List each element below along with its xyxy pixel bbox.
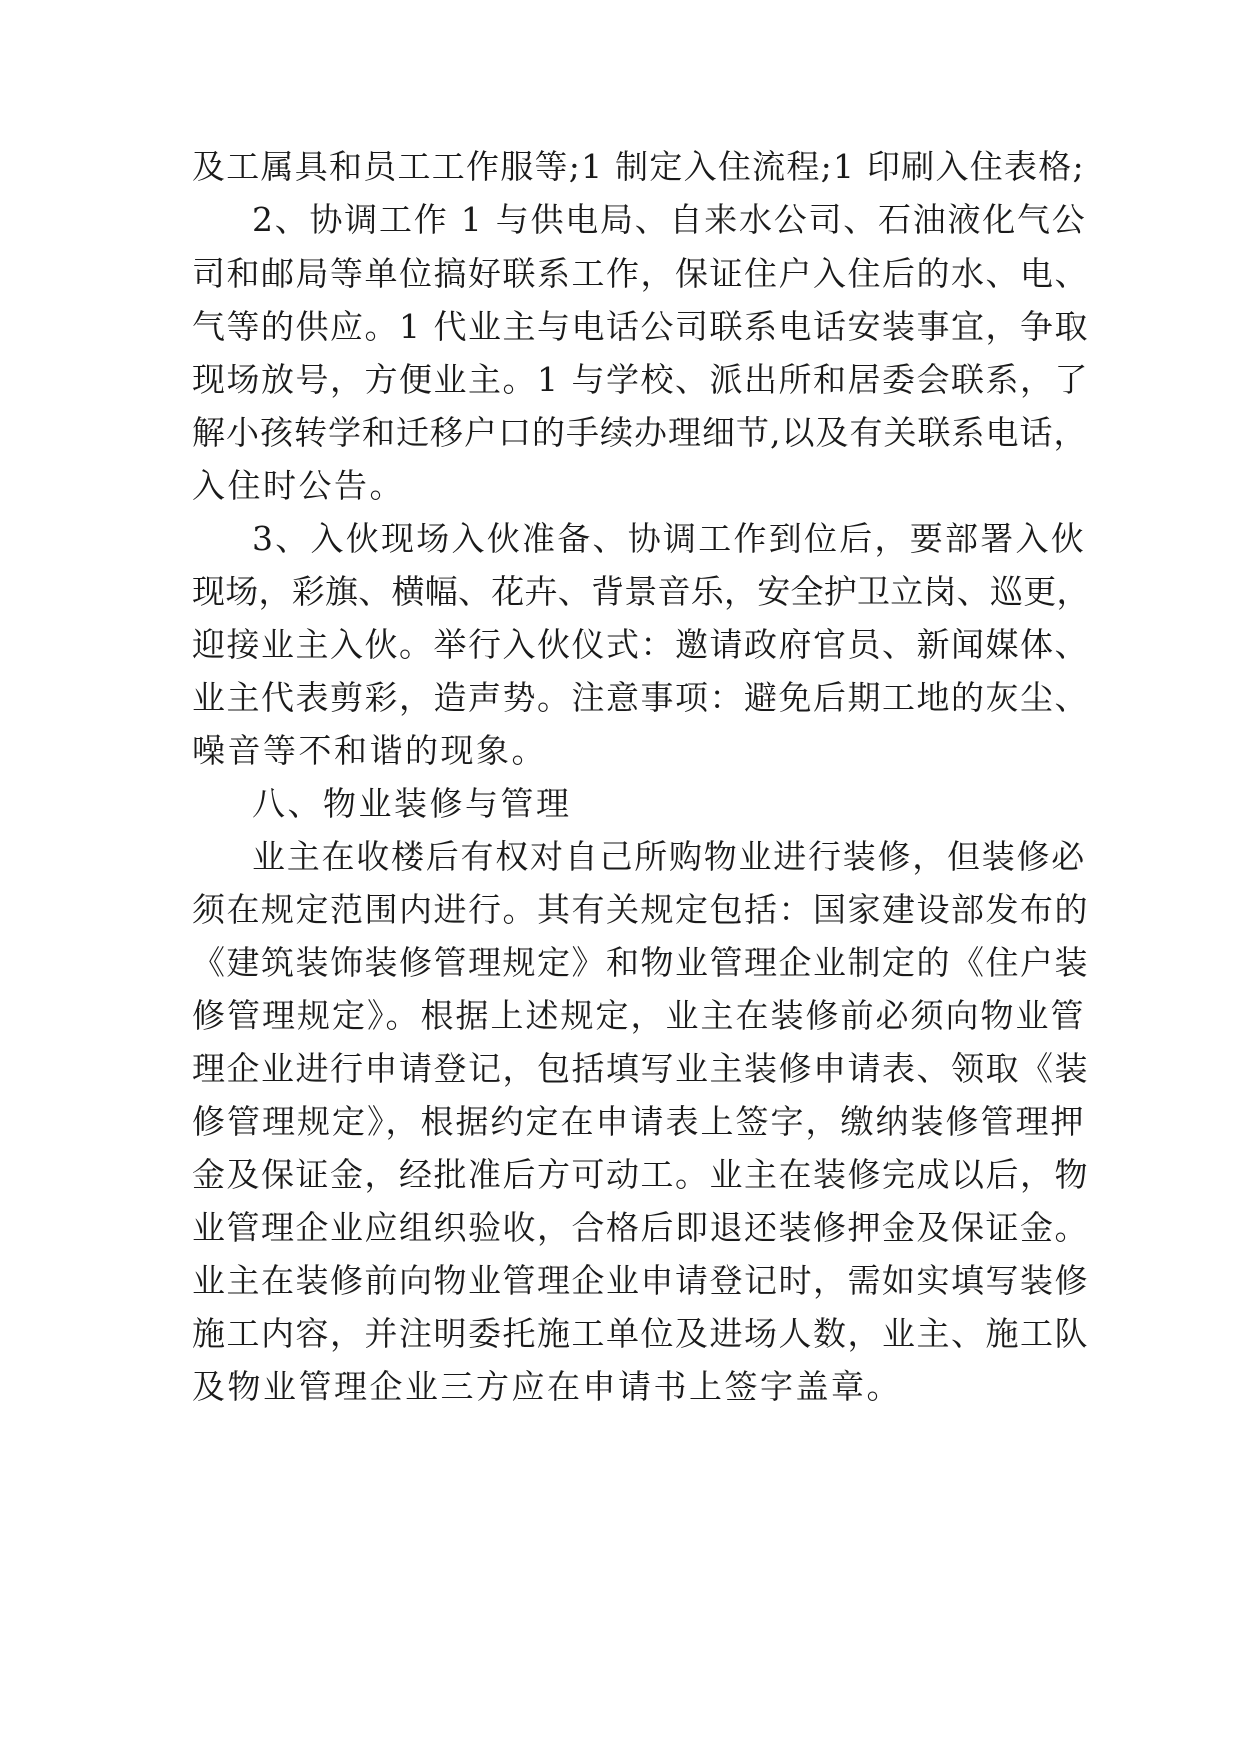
text-line: 现场，彩旗、横幅、花卉、背景音乐，安全护卫立岗、巡更， (192, 572, 1090, 611)
text-line: 理企业进行申请登记，包括填写业主装修申请表、领取《装 (192, 1049, 1089, 1088)
section-heading: 八、物业装修与管理 (252, 784, 572, 823)
paragraph-start-line: 2、协调工作 1 与供电局、自来水公司、石油液化气公 (252, 200, 1087, 239)
text-line: 入住时公告。 (192, 466, 405, 505)
text-line: 须在规定范围内进行。其有关规定包括：国家建设部发布的 (192, 890, 1089, 929)
text-line: 施工内容，并注明委托施工单位及进场人数，业主、施工队 (192, 1314, 1089, 1353)
text-line: 迎接业主入伙。举行入伙仪式：邀请政府官员、新闻媒体、 (192, 625, 1089, 664)
paragraph-start-line: 业主在收楼后有权对自己所购物业进行装修，但装修必 (252, 837, 1086, 876)
text-line: 业主代表剪彩，造声势。注意事项：避免后期工地的灰尘、 (192, 678, 1089, 717)
text-line: 解小孩转学和迁移户口的手续办理细节,以及有关联系电话， (192, 413, 1088, 452)
text-line: 司和邮局等单位搞好联系工作，保证住户入住后的水、电、 (192, 254, 1089, 293)
text-line: 及工属具和员工工作服等;1 制定入住流程;1 印刷入住表格; (192, 147, 1085, 186)
text-line: 业管理企业应组织验收，合格后即退还装修押金及保证金。 (192, 1208, 1089, 1247)
text-line: 《建筑装饰装修管理规定》和物业管理企业制定的《住户装 (192, 943, 1089, 982)
text-line: 业主在装修前向物业管理企业申请登记时，需如实填写装修 (192, 1261, 1089, 1300)
text-line: 修管理规定》。根据上述规定，业主在装修前必须向物业管 (192, 996, 1086, 1035)
text-line: 现场放号，方便业主。1 与学校、派出所和居委会联系，了 (192, 360, 1089, 399)
text-line: 及物业管理企业三方应在申请书上签字盖章。 (192, 1367, 902, 1406)
text-line: 修管理规定》，根据约定在申请表上签字，缴纳装修管理押 (192, 1102, 1086, 1141)
paragraph-start-line: 3、入伙现场入伙准备、协调工作到位后，要部署入伙 (252, 519, 1086, 558)
text-line: 噪音等不和谐的现象。 (192, 731, 547, 770)
text-line: 金及保证金，经批准后方可动工。业主在装修完成以后，物 (192, 1155, 1089, 1194)
text-line: 气等的供应。1 代业主与电话公司联系电话安装事宜，争取 (192, 307, 1089, 346)
